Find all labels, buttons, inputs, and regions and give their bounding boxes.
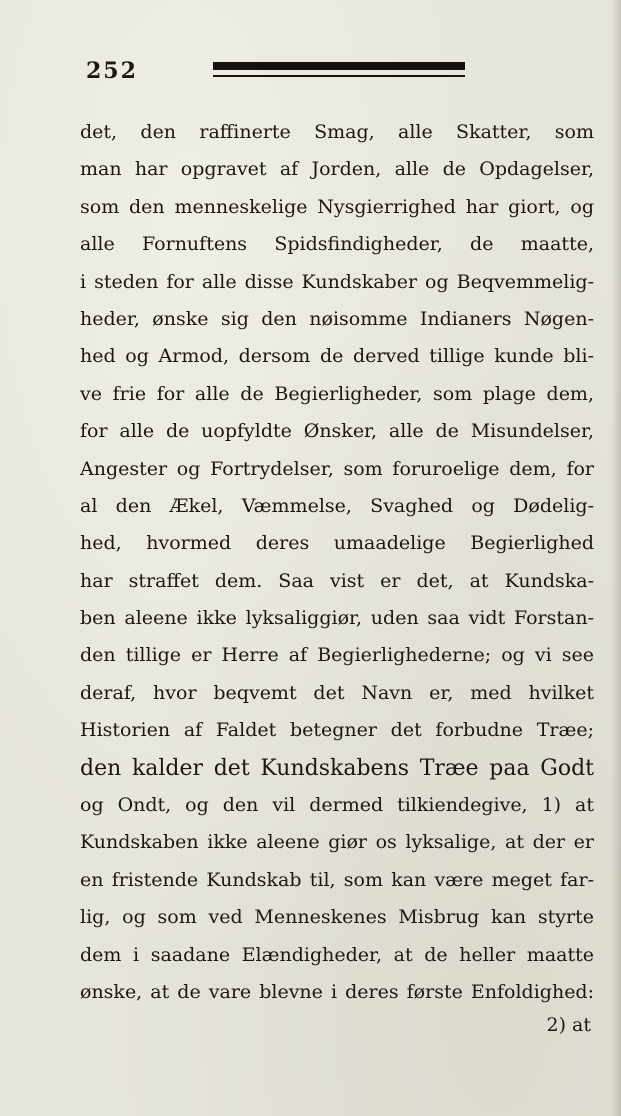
text-line: en fristende Kundskab til, som kan være meget far- <box>80 868 594 891</box>
text-line: al den Ækel, Væmmelse, Svaghed og Dødelig- <box>80 494 594 517</box>
text-line: ve frie for alle de Begierligheder, som plage dem, <box>80 382 594 405</box>
text-line: det, den raffinerte Smag, alle Skatter, som <box>80 121 594 143</box>
text-line: Historien af Faldet betegner det forbudne Træe; <box>80 719 594 742</box>
catchword: 2) at <box>546 1014 591 1036</box>
text-line: ønske, at de vare blevne i deres første Enfoldighed: <box>80 980 594 1003</box>
text-line: heder, ønske sig den nøisomme Indianers Nøgen- <box>80 307 594 330</box>
text-line: alle Fornuftens Spidsfindigheder, de maatte, <box>80 233 594 256</box>
header-rule-thin <box>213 75 465 77</box>
page-edge-shadow <box>611 0 621 1116</box>
header-rule-thick <box>213 62 465 70</box>
text-line: den tillige er Herre af Begierlighederne; og vi see <box>80 644 594 667</box>
text-line: lig, og som ved Menneskenes Misbrug kan styrte <box>80 906 594 929</box>
text-line: og Ondt, og den vil dermed tilkiendegive, 1) at <box>80 794 594 817</box>
text-line: Kundskaben ikke aleene giør os lyksalige, at der er <box>80 831 594 854</box>
body-text <box>80 114 594 1011</box>
text-line: man har opgravet af Jorden, alle de Opdagelser, <box>80 158 594 181</box>
page-number: 252 <box>86 58 138 84</box>
text-line: for alle de uopfyldte Ønsker, alle de Misundelser, <box>80 420 594 443</box>
text-line: hed, hvormed deres umaadelige Begierlighed <box>80 532 594 555</box>
text-line: deraf, hvor beqvemt det Navn er, med hvilket <box>80 681 594 704</box>
text-line: Angester og Fortrydelser, som foruroelige dem, for <box>80 457 594 480</box>
text-line: i steden for alle disse Kundskaber og Beqvemmelig- <box>80 270 594 293</box>
text-line: den kalder det Kundskabens Træe paa Godt <box>80 755 594 781</box>
text-line: ben aleene ikke lyksaliggiør, uden saa vidt Forstan- <box>80 607 594 630</box>
text-line: dem i saadane Elændigheder, at de heller maatte <box>80 943 594 966</box>
text-line: hed og Armod, dersom de derved tillige kunde bli- <box>80 345 594 368</box>
text-line: som den menneskelige Nysgierrighed har giort, og <box>80 195 594 218</box>
text-line: har straffet dem. Saa vist er det, at Kundska- <box>80 569 594 592</box>
